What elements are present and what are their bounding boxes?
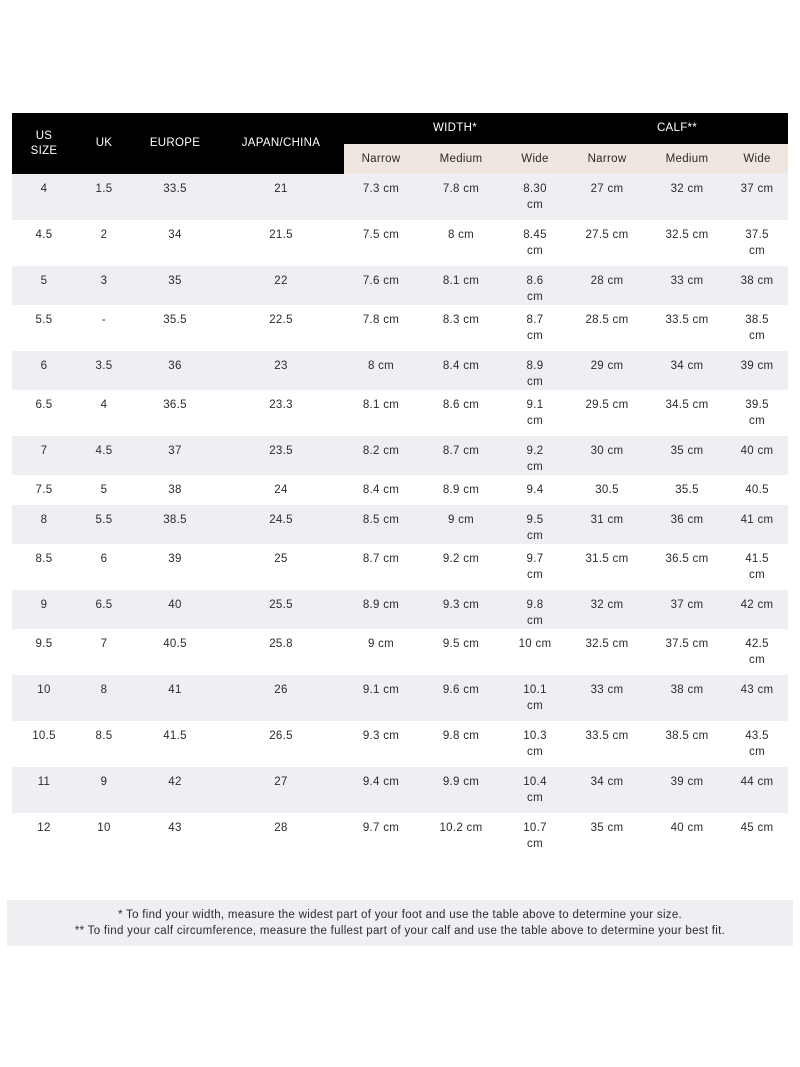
cell-europe: 39 [168,553,182,565]
table-row [12,351,788,390]
cell-calf-narrow: 29 cm [566,351,648,390]
cell-europe: 43 [168,822,182,834]
cell-width-wide: 9.7 cm [526,553,544,581]
cell-calf-wide: 42.5 cm [745,638,769,666]
cell-calf-narrow: 32 cm [566,590,648,629]
cell-calf-medium: 39 cm [648,767,726,813]
cell-europe: 36.5 [163,399,187,411]
cell-width-narrow: 8.7 cm [362,553,400,565]
cell-europe: 38 [168,484,182,496]
cell-us-size: 10.5 [32,730,56,742]
cell-europe: 37 [132,436,218,475]
cell-calf-medium: 32 cm [648,174,726,220]
header-us-size: US SIZE [12,113,76,174]
cell-us-size: 4 [12,174,76,220]
cell-calf-narrow: 33.5 cm [585,730,629,742]
cell-japan-china: 22 [218,266,344,305]
cell-europe: 40.5 [163,638,187,650]
cell-width-medium: 10.2 cm [439,822,483,834]
cell-width-medium: 8.6 cm [442,399,480,411]
cell-calf-wide: 40 cm [726,436,788,475]
cell-japan-china: 25 [274,553,288,565]
table-row [12,505,788,544]
header-width-medium: Medium [418,144,504,174]
cell-europe: 35.5 [163,314,187,326]
cell-width-narrow: 8.5 cm [344,505,418,544]
table-row [12,813,788,859]
cell-calf-medium: 34 cm [648,351,726,390]
cell-width-medium: 8.7 cm [418,436,504,475]
table-row [12,174,788,220]
cell-calf-medium: 38 cm [648,675,726,721]
cell-width-wide: 9.4 [526,484,544,496]
cell-uk: 9 [76,767,132,813]
width-footnote: * To find your width, measure the widest part of your foot and use the table above to determine your size. [117,909,683,921]
cell-width-wide: 8.9 cm [504,351,566,390]
cell-japan-china: 22.5 [269,314,293,326]
cell-uk: 1.5 [76,174,132,220]
cell-uk: 8 [76,675,132,721]
cell-width-wide: 8.6 cm [504,266,566,305]
cell-calf-medium: 33.5 cm [665,314,709,326]
table-row [12,629,788,675]
size-chart [12,113,788,859]
cell-uk: 2 [100,229,108,241]
calf-footnote: ** To find your calf circumference, measure the fullest part of your calf and use the table above to determine your best fit. [74,925,726,937]
cell-europe: 34 [168,229,182,241]
cell-uk: 8.5 [95,730,113,742]
cell-europe: 41 [132,675,218,721]
cell-europe: 38.5 [132,505,218,544]
cell-width-medium: 8.1 cm [418,266,504,305]
cell-uk: 5 [100,484,108,496]
table-row [12,220,788,266]
cell-us-size: 12 [37,822,51,834]
cell-calf-narrow: 33 cm [566,675,648,721]
cell-uk: 10 [97,822,111,834]
header-japan-china: JAPAN/CHINA [218,113,344,174]
table-row [12,305,788,351]
cell-us-size: 7 [12,436,76,475]
cell-calf-narrow: 30.5 [595,484,619,496]
cell-width-narrow: 9 cm [367,638,395,650]
cell-calf-narrow: 32.5 cm [585,638,629,650]
cell-width-medium: 9.6 cm [418,675,504,721]
cell-europe: 42 [132,767,218,813]
size-table [12,113,788,859]
footnotes [7,900,793,946]
cell-calf-medium: 37.5 cm [665,638,709,650]
cell-calf-medium: 36 cm [648,505,726,544]
cell-uk: 6.5 [76,590,132,629]
cell-uk: 5.5 [76,505,132,544]
table-row [12,390,788,436]
cell-calf-narrow: 27 cm [566,174,648,220]
cell-calf-wide: 37.5 cm [745,229,769,257]
cell-calf-narrow: 28 cm [566,266,648,305]
cell-uk: - [101,314,107,326]
cell-calf-narrow: 29.5 cm [585,399,629,411]
cell-calf-wide: 45 cm [740,822,774,834]
cell-japan-china: 28 [274,822,288,834]
cell-japan-china: 23.3 [269,399,293,411]
table-row [12,266,788,305]
cell-us-size: 8 [12,505,76,544]
cell-width-wide: 10.7 cm [523,822,547,850]
header-europe: EUROPE [132,113,218,174]
cell-width-wide: 10.1 cm [504,675,566,721]
cell-width-medium: 7.8 cm [418,174,504,220]
cell-us-size: 7.5 [35,484,53,496]
header-uk: UK [76,113,132,174]
cell-us-size: 10 [12,675,76,721]
cell-japan-china: 21.5 [269,229,293,241]
cell-calf-wide: 44 cm [726,767,788,813]
cell-calf-medium: 33 cm [648,266,726,305]
cell-width-narrow: 8.1 cm [362,399,400,411]
cell-width-wide: 10.3 cm [523,730,547,758]
header-width-wide: Wide [504,144,566,174]
cell-calf-narrow: 30 cm [566,436,648,475]
cell-calf-wide: 37 cm [726,174,788,220]
cell-us-size: 11 [12,767,76,813]
table-row [12,544,788,590]
cell-width-wide: 8.45 cm [523,229,547,257]
cell-us-size: 4.5 [35,229,53,241]
cell-width-narrow: 9.3 cm [362,730,400,742]
cell-us-size: 5.5 [35,314,53,326]
cell-calf-medium: 35 cm [648,436,726,475]
cell-calf-medium: 32.5 cm [665,229,709,241]
cell-japan-china: 26 [218,675,344,721]
cell-calf-medium: 36.5 cm [665,553,709,565]
table-row [12,721,788,767]
cell-europe: 35 [132,266,218,305]
cell-width-wide: 9.2 cm [504,436,566,475]
cell-width-medium: 9.5 cm [442,638,480,650]
cell-uk: 3.5 [76,351,132,390]
cell-us-size: 5 [12,266,76,305]
cell-calf-narrow: 28.5 cm [585,314,629,326]
cell-calf-medium: 38.5 cm [665,730,709,742]
cell-japan-china: 24.5 [218,505,344,544]
cell-us-size: 9 [12,590,76,629]
cell-uk: 3 [76,266,132,305]
cell-width-wide: 8.30 cm [504,174,566,220]
header-calf-narrow: Narrow [566,144,648,174]
cell-calf-wide: 41.5 cm [745,553,769,581]
cell-width-narrow: 8.2 cm [344,436,418,475]
cell-width-narrow: 8 cm [344,351,418,390]
size-table-body [12,174,788,859]
cell-japan-china: 25.8 [269,638,293,650]
cell-japan-china: 27 [218,767,344,813]
cell-us-size: 6.5 [35,399,53,411]
cell-width-medium: 9.8 cm [442,730,480,742]
cell-calf-wide: 38 cm [726,266,788,305]
cell-us-size: 8.5 [35,553,53,565]
cell-width-narrow: 8.9 cm [344,590,418,629]
cell-calf-narrow: 27.5 cm [585,229,629,241]
cell-calf-wide: 42 cm [726,590,788,629]
cell-calf-wide: 39.5 cm [745,399,769,427]
cell-us-size: 9.5 [35,638,53,650]
cell-calf-medium: 34.5 cm [665,399,709,411]
cell-width-wide: 9.5 cm [504,505,566,544]
cell-width-narrow: 9.7 cm [362,822,400,834]
table-row [12,675,788,721]
cell-japan-china: 24 [274,484,288,496]
header-width-narrow: Narrow [344,144,418,174]
cell-width-narrow: 9.1 cm [344,675,418,721]
cell-uk: 7 [100,638,108,650]
cell-europe: 36 [132,351,218,390]
cell-calf-wide: 40.5 [745,484,769,496]
header-calf-group: CALF** [566,113,788,144]
cell-calf-wide: 41 cm [726,505,788,544]
cell-uk: 4.5 [76,436,132,475]
cell-width-medium: 9.2 cm [442,553,480,565]
cell-calf-narrow: 31 cm [566,505,648,544]
table-row [12,475,788,505]
header-calf-wide: Wide [726,144,788,174]
cell-calf-medium: 37 cm [648,590,726,629]
cell-width-wide: 8.7 cm [526,314,544,342]
cell-width-medium: 9.9 cm [418,767,504,813]
cell-calf-narrow: 34 cm [566,767,648,813]
cell-calf-medium: 35.5 [675,484,699,496]
cell-japan-china: 23.5 [218,436,344,475]
table-row [12,767,788,813]
cell-uk: 6 [100,553,108,565]
cell-japan-china: 26.5 [269,730,293,742]
cell-width-wide: 10 cm [518,638,552,650]
cell-calf-medium: 40 cm [670,822,704,834]
cell-japan-china: 21 [218,174,344,220]
header-calf-medium: Medium [648,144,726,174]
cell-calf-narrow: 35 cm [590,822,624,834]
header-width-group: WIDTH* [344,113,566,144]
cell-calf-wide: 39 cm [726,351,788,390]
cell-uk: 4 [100,399,108,411]
cell-width-narrow: 7.8 cm [362,314,400,326]
table-row [12,436,788,475]
cell-width-wide: 9.8 cm [504,590,566,629]
cell-width-narrow: 9.4 cm [344,767,418,813]
cell-width-narrow: 7.3 cm [344,174,418,220]
cell-width-narrow: 7.5 cm [362,229,400,241]
cell-width-medium: 9.3 cm [418,590,504,629]
table-row [12,590,788,629]
cell-width-narrow: 8.4 cm [362,484,400,496]
cell-width-medium: 8.9 cm [442,484,480,496]
cell-calf-wide: 43.5 cm [745,730,769,758]
cell-width-medium: 9 cm [418,505,504,544]
cell-width-narrow: 7.6 cm [344,266,418,305]
cell-europe: 41.5 [163,730,187,742]
cell-width-wide: 10.4 cm [504,767,566,813]
cell-calf-wide: 43 cm [726,675,788,721]
cell-width-medium: 8.3 cm [442,314,480,326]
cell-width-medium: 8.4 cm [418,351,504,390]
cell-width-wide: 9.1 cm [526,399,544,427]
cell-europe: 40 [132,590,218,629]
cell-us-size: 6 [12,351,76,390]
cell-width-medium: 8 cm [447,229,475,241]
cell-japan-china: 23 [218,351,344,390]
cell-japan-china: 25.5 [218,590,344,629]
cell-europe: 33.5 [132,174,218,220]
cell-calf-wide: 38.5 cm [745,314,769,342]
cell-calf-narrow: 31.5 cm [585,553,629,565]
